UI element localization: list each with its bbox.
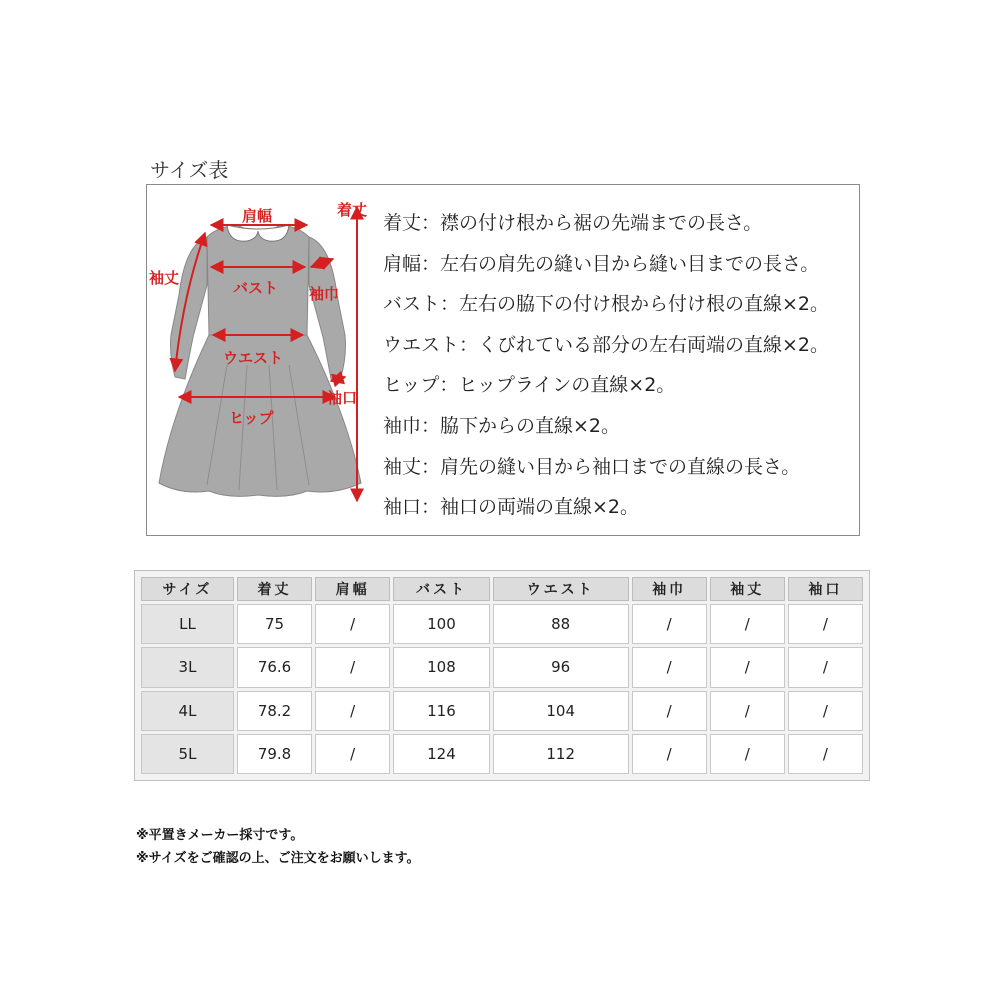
definitions-list xyxy=(383,203,859,528)
table-cell: / xyxy=(315,647,390,687)
table-cell: 75 xyxy=(237,604,312,644)
table-cell: / xyxy=(632,691,707,731)
size-table xyxy=(134,570,870,781)
definition-item: バスト：左右の脇下の付け根から付け根の直線×2。 xyxy=(383,293,830,316)
table-cell: 100 xyxy=(393,604,490,644)
table-cell: / xyxy=(632,734,707,774)
header-bust: バスト xyxy=(393,577,490,601)
measurement-guide xyxy=(146,184,860,536)
table-row xyxy=(141,647,863,687)
definition-item: ウエスト：くびれている部分の左右両端の直線×2。 xyxy=(383,333,830,356)
table-cell: / xyxy=(788,647,863,687)
table-row xyxy=(141,604,863,644)
table-cell: 79.8 xyxy=(237,734,312,774)
table-cell: 4L xyxy=(141,691,234,731)
dress-diagram xyxy=(147,185,387,537)
header-shoulder: 肩幅 xyxy=(315,577,390,601)
definition-item: 袖巾：脇下からの直線×2。 xyxy=(383,414,621,437)
table-cell: 124 xyxy=(393,734,490,774)
table-cell: / xyxy=(632,604,707,644)
label-sleeve-width: 袖巾 xyxy=(309,285,340,303)
table-cell: / xyxy=(710,647,785,687)
table-cell: 3L xyxy=(141,647,234,687)
table-cell: / xyxy=(710,604,785,644)
label-waist: ウエスト xyxy=(223,349,284,367)
table-cell: 88 xyxy=(493,604,629,644)
label-length: 着丈 xyxy=(337,201,368,219)
header-length: 着丈 xyxy=(237,577,312,601)
table-cell: 96 xyxy=(493,647,629,687)
label-bust: バスト xyxy=(233,279,279,297)
table-cell: / xyxy=(632,647,707,687)
table-cell: / xyxy=(788,734,863,774)
definition-item: 着丈：襟の付け根から裾の先端までの長さ。 xyxy=(383,212,763,234)
table-cell: / xyxy=(710,691,785,731)
label-sleeve-length: 袖丈 xyxy=(149,269,180,287)
table-cell: 108 xyxy=(393,647,490,687)
header-sleeve-width: 袖巾 xyxy=(632,577,707,601)
table-row xyxy=(141,734,863,774)
table-row xyxy=(141,691,863,731)
table-cell: / xyxy=(788,691,863,731)
table-cell: 104 xyxy=(493,691,629,731)
note-item: ※平置きメーカー採寸です。 xyxy=(136,828,304,843)
table-cell: 116 xyxy=(393,691,490,731)
definition-item: 袖丈：肩先の縫い目から袖口までの直線の長さ。 xyxy=(383,455,801,478)
header-waist: ウエスト xyxy=(493,577,629,601)
table-header-row xyxy=(141,577,863,601)
table-cell: / xyxy=(788,604,863,644)
header-size: サイズ xyxy=(141,577,234,601)
definition-item: 袖口：袖口の両端の直線×2。 xyxy=(383,496,640,519)
table-cell: / xyxy=(315,604,390,644)
definition-item: 肩幅：左右の肩先の縫い目から縫い目までの長さ。 xyxy=(383,252,820,275)
table-cell: 5L xyxy=(141,734,234,774)
table-cell: / xyxy=(710,734,785,774)
table-cell: 76.6 xyxy=(237,647,312,687)
note-item: ※サイズをご確認の上、ご注文をお願いします。 xyxy=(136,851,420,866)
header-cuff: 袖口 xyxy=(788,577,863,601)
notes xyxy=(136,824,420,870)
table-cell: 78.2 xyxy=(237,691,312,731)
section-title: サイズ表 xyxy=(150,158,229,182)
table-cell: LL xyxy=(141,604,234,644)
label-cuff: 袖口 xyxy=(327,389,358,407)
definition-item: ヒップ：ヒップラインの直線×2。 xyxy=(383,374,676,397)
table-cell: 112 xyxy=(493,734,629,774)
table-cell: / xyxy=(315,734,390,774)
label-shoulder: 肩幅 xyxy=(242,207,273,225)
table-cell: / xyxy=(315,691,390,731)
header-sleeve-length: 袖丈 xyxy=(710,577,785,601)
label-hip: ヒップ xyxy=(229,409,274,427)
